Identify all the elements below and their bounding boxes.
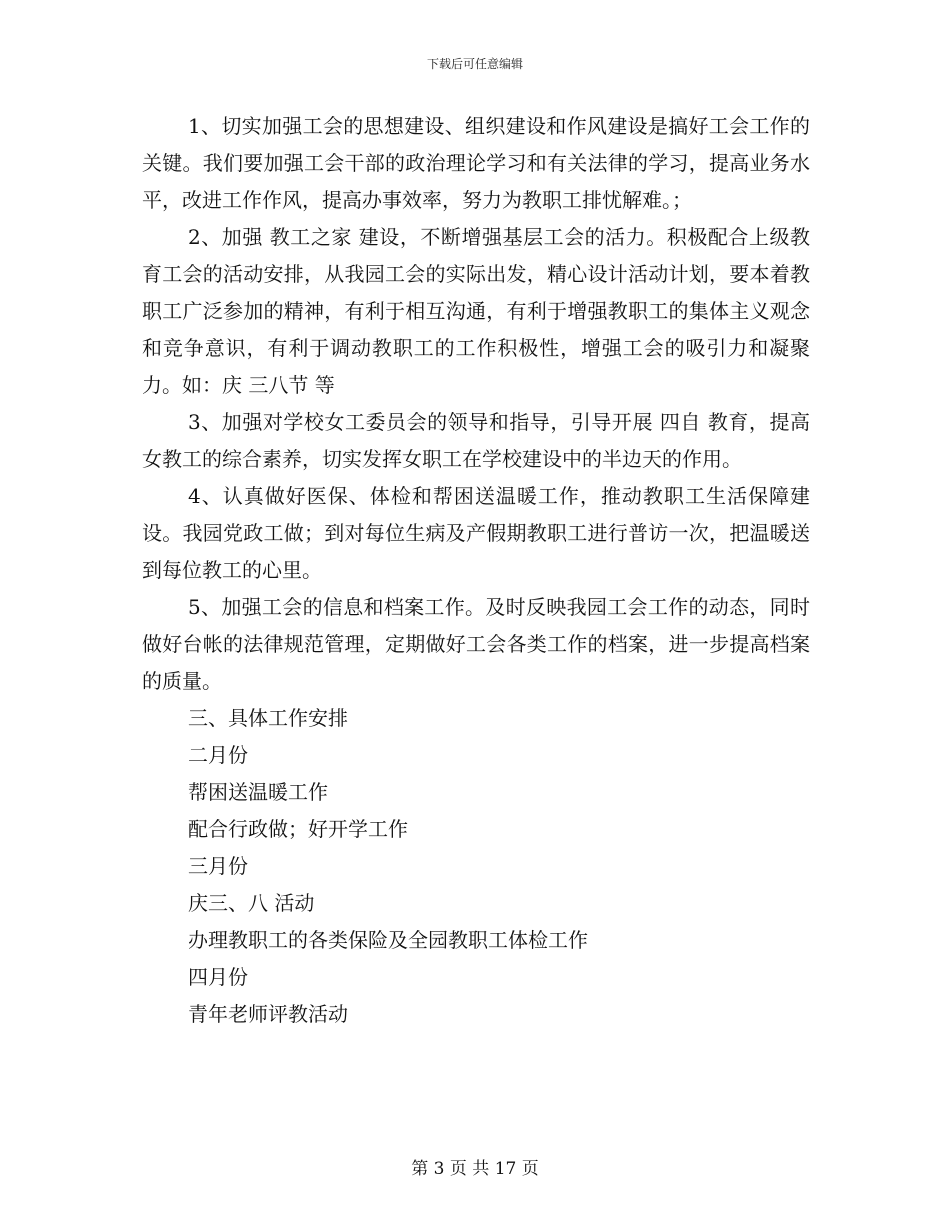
month-february: 二月份 — [188, 743, 248, 767]
paragraph-1: 1、切实加强工会的思想建设、组织建设和作风建设是搞好工会工作的关键。我们要加强工会干部的政治理论学习和有关法律的学习，提高业务水平，改进工作作风，提高办事效率，努力为教职工排忧解难。； — [142, 114, 810, 212]
section-heading: 三、具体工作安排 — [188, 706, 348, 730]
paragraph-5: 5、加强工会的信息和档案工作。及时反映我园工会工作的动态，同时做好台帐的法律规范管理，定期做好工会各类工作的档案，进一步提高档案的质量。 — [142, 595, 810, 693]
task-item: 青年老师评教活动 — [188, 1002, 348, 1026]
paragraph-2: 2、加强 教工之家 建设，不断增强基层工会的活力。积极配合上级教育工会的活动安排，从我园工会的实际出发，精心设计活动计划，要本着教职工广泛参加的精神，有利于相互沟通，有利于增强教职工的集体主义观念和竞争意识，有利于调动教职工的工作积极性，增强工会的吸引力和凝聚力。如：庆 三八节 等 — [142, 225, 810, 397]
task-item: 配合行政做；好开学工作 — [188, 817, 408, 841]
task-item: 帮困送温暖工作 — [188, 780, 328, 804]
paragraph-3: 3、加强对学校女工委员会的领导和指导，引导开展 四自 教育，提高女教工的综合素养，切实发挥女职工在学校建设中的半边天的作用。 — [142, 410, 810, 471]
month-march: 三月份 — [188, 854, 248, 878]
paragraph-4: 4、认真做好医保、体检和帮困送温暖工作，推动教职工生活保障建设。我园党政工做；到对每位生病及产假期教职工进行普访一次，把温暖送到每位教工的心里。 — [142, 484, 810, 582]
task-item: 庆三、八 活动 — [188, 891, 315, 915]
page-header: 下载后可任意编辑 — [426, 57, 523, 71]
month-april: 四月份 — [188, 965, 248, 989]
task-item: 办理教职工的各类保险及全园教职工体检工作 — [188, 928, 588, 952]
page-number-footer: 第 3 页 共 17 页 — [411, 1159, 539, 1179]
document-body — [142, 108, 810, 1033]
